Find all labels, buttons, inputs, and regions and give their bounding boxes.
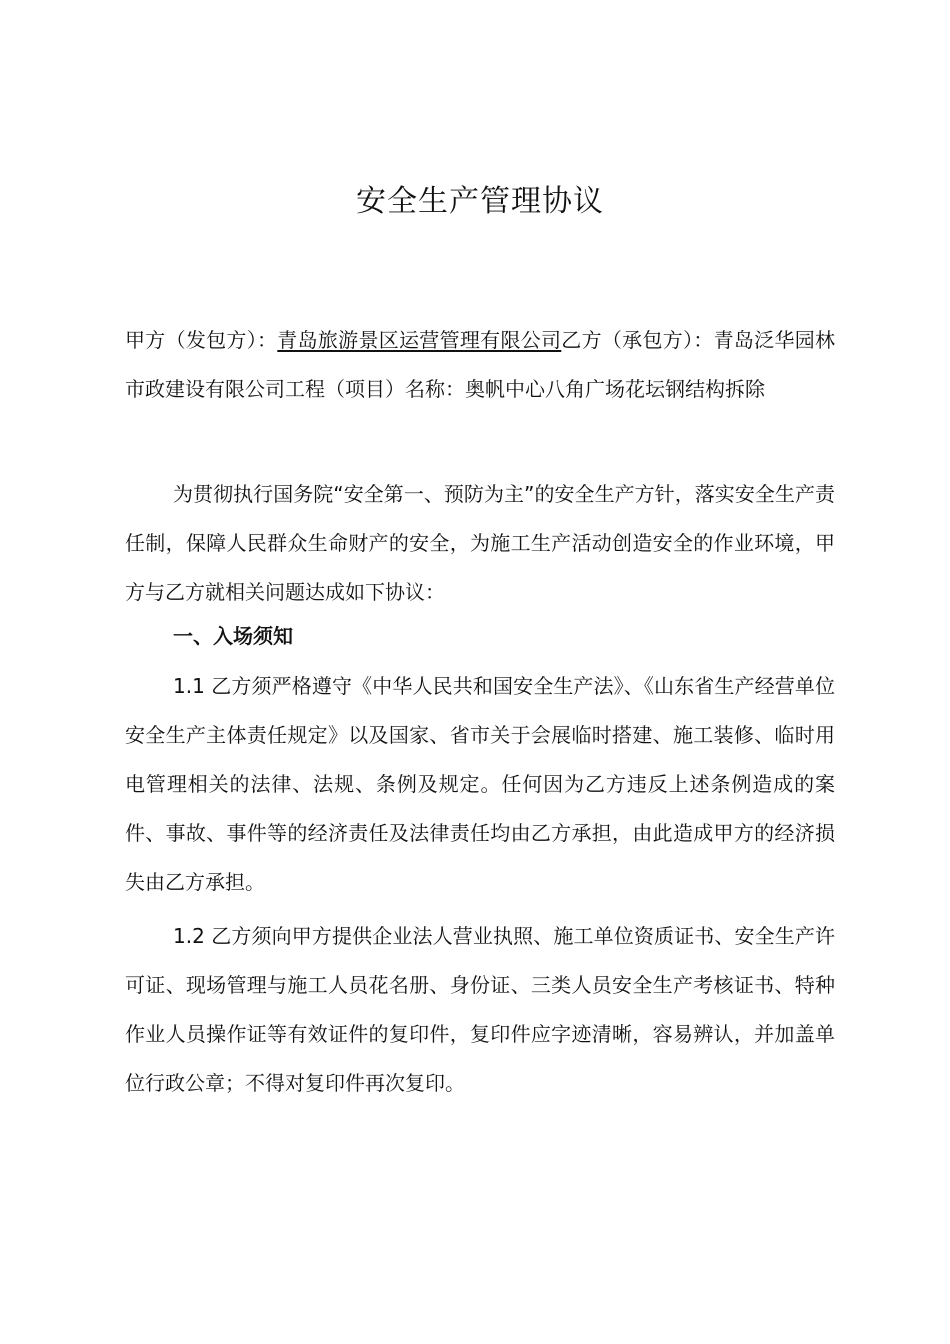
document-title: 安全生产管理协议 — [356, 184, 604, 219]
intro-paragraph: 为贯彻执行国务院“安全第一、预防为主”的安全生产方针，落实安全生产责任制，保障人民群众生命财产的安全，为施工生产活动创造安全的作业环境，甲方与乙方就相关问题达成如下协议： — [125, 482, 835, 604]
project-label: 工程（项目）名称： — [285, 377, 465, 401]
project-name: 奥帆中心八角广场花坛钢结构拆除 — [465, 377, 765, 401]
party-a-name: 青岛旅游景区运营管理有限公司 — [277, 328, 562, 352]
clause-1-1: 1.1 乙方须严格遵守《中华人民共和国安全生产法》、《山东省生产经营单位安全生产主体责任规定》以及国家、省市关于会展临时搭建、施工装修、临时用电管理相关的法律、法规、条例及规定。任何因为乙方违反上述条例造成的案件、事故、事件等的经济责任及法律责任均由乙方承担，由此造成甲方的经济损失由乙方承担。 — [125, 674, 835, 894]
parties-paragraph — [125, 316, 835, 414]
party-b-name: 青岛泛华园林市政建设有限公司 — [125, 328, 836, 401]
party-b-label: 乙方（承包方）： — [561, 328, 714, 352]
section-heading: 一、入场须知 — [173, 624, 293, 648]
clause-1-2: 1.2 乙方须向甲方提供企业法人营业执照、施工单位资质证书、安全生产许可证、现场管理与施工人员花名册、身份证、三类人员安全生产考核证书、特种作业人员操作证等有效证件的复印件，复印件应字迹清晰，容易辨认，并加盖单位行政公章；不得对复印件再次复印。 — [125, 924, 835, 1095]
party-a-label: 甲方（发包方）： — [125, 328, 278, 352]
